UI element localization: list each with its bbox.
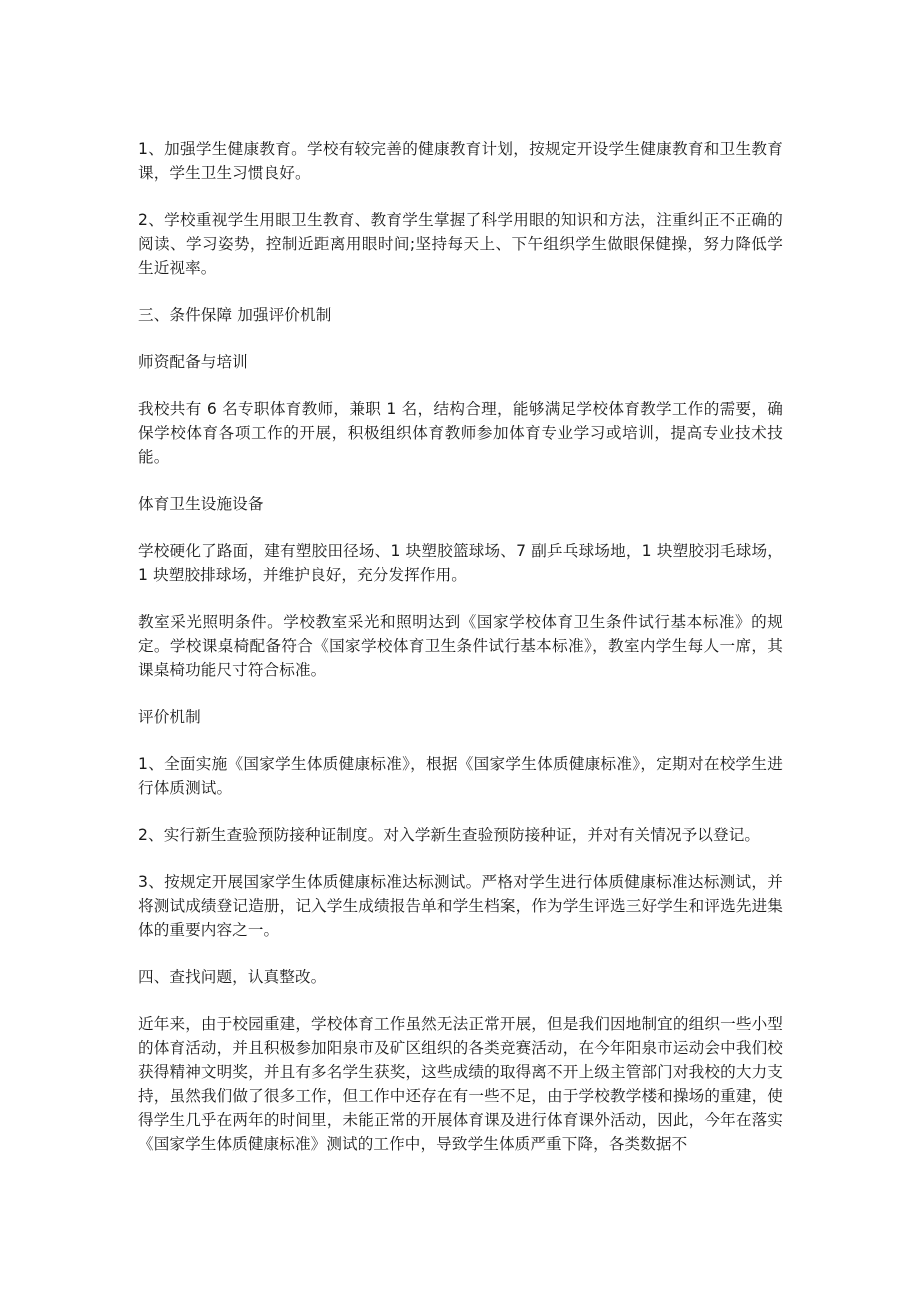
paragraph-evaluation-2: 2、实行新生查验预防接种证制度。对入学新生查验预防接种证，并对有关情况予以登记。: [138, 826, 761, 844]
section-heading-problems: 四、查找问题，认真整改。: [138, 968, 327, 986]
document-body: [138, 137, 783, 1156]
paragraph-health-education: 1、加强学生健康教育。学校有较完善的健康教育计划，按规定开设学生健康教育和卫生教育课，学生卫生习惯良好。: [138, 140, 783, 182]
paragraph-problems: 近年来，由于校园重建，学校体育工作虽然无法正常开展，但是我们因地制宜的组织一些小型的体育活动，并且积极参加阳泉市及矿区组织的各类竞赛活动，在今年阳泉市运动会中我们校获得精神文明奖，并且有多名学生获奖，这些成绩的取得离不开上级主管部门对我校的大力支持，虽然我们做了很多工作，但工作中还存在有一些不足，由于学校教学楼和操场的重建，使得学生几乎在两年的时间里，未能正常的开展体育课及进行体育课外活动，因此，今年在落实《国家学生体质健康标准》测试的工作中，导致学生体质严重下降，各类数据不: [138, 1015, 783, 1153]
subheading-teachers: 师资配备与培训: [138, 353, 248, 371]
subheading-evaluation: 评价机制: [138, 708, 201, 726]
paragraph-evaluation-3: 3、按规定开展国家学生体质健康标准达标测试。严格对学生进行体质健康标准达标测试，并将测试成绩登记造册，记入学生成绩报告单和学生档案，作为学生评选三好学生和评选先进集体的重要内容之一。: [138, 873, 783, 939]
section-heading-conditions: 三、条件保障 加强评价机制: [138, 306, 332, 324]
paragraph-teachers: 我校共有 6 名专职体育教师，兼职 1 名，结构合理，能够满足学校体育教学工作的需要，确保学校体育各项工作的开展，积极组织体育教师参加体育专业学习或培训，提高专业技术技能。: [138, 400, 783, 466]
paragraph-classroom-lighting: 教室采光照明条件。学校教室采光和照明达到《国家学校体育卫生条件试行基本标准》的规定。学校课桌椅配备符合《国家学校体育卫生条件试行基本标准》，教室内学生每人一席，其课桌椅功能尺寸符合标准。: [138, 613, 783, 679]
paragraph-eye-hygiene: 2、学校重视学生用眼卫生教育、教育学生掌握了科学用眼的知识和方法，注重纠正不正确的阅读、学习姿势，控制近距离用眼时间;坚持每天上、下午组织学生做眼保健操，努力降低学生近视率。: [138, 211, 783, 277]
subheading-facilities: 体育卫生设施设备: [138, 495, 264, 513]
paragraph-facilities: 学校硬化了路面，建有塑胶田径场、1 块塑胶篮球场、7 副乒乓球场地，1 块塑胶羽毛球场，1 块塑胶排球场，并维护良好，充分发挥作用。: [138, 542, 783, 584]
paragraph-evaluation-1: 1、全面实施《国家学生体质健康标准》，根据《国家学生体质健康标准》，定期对在校学生进行体质测试。: [138, 755, 783, 797]
